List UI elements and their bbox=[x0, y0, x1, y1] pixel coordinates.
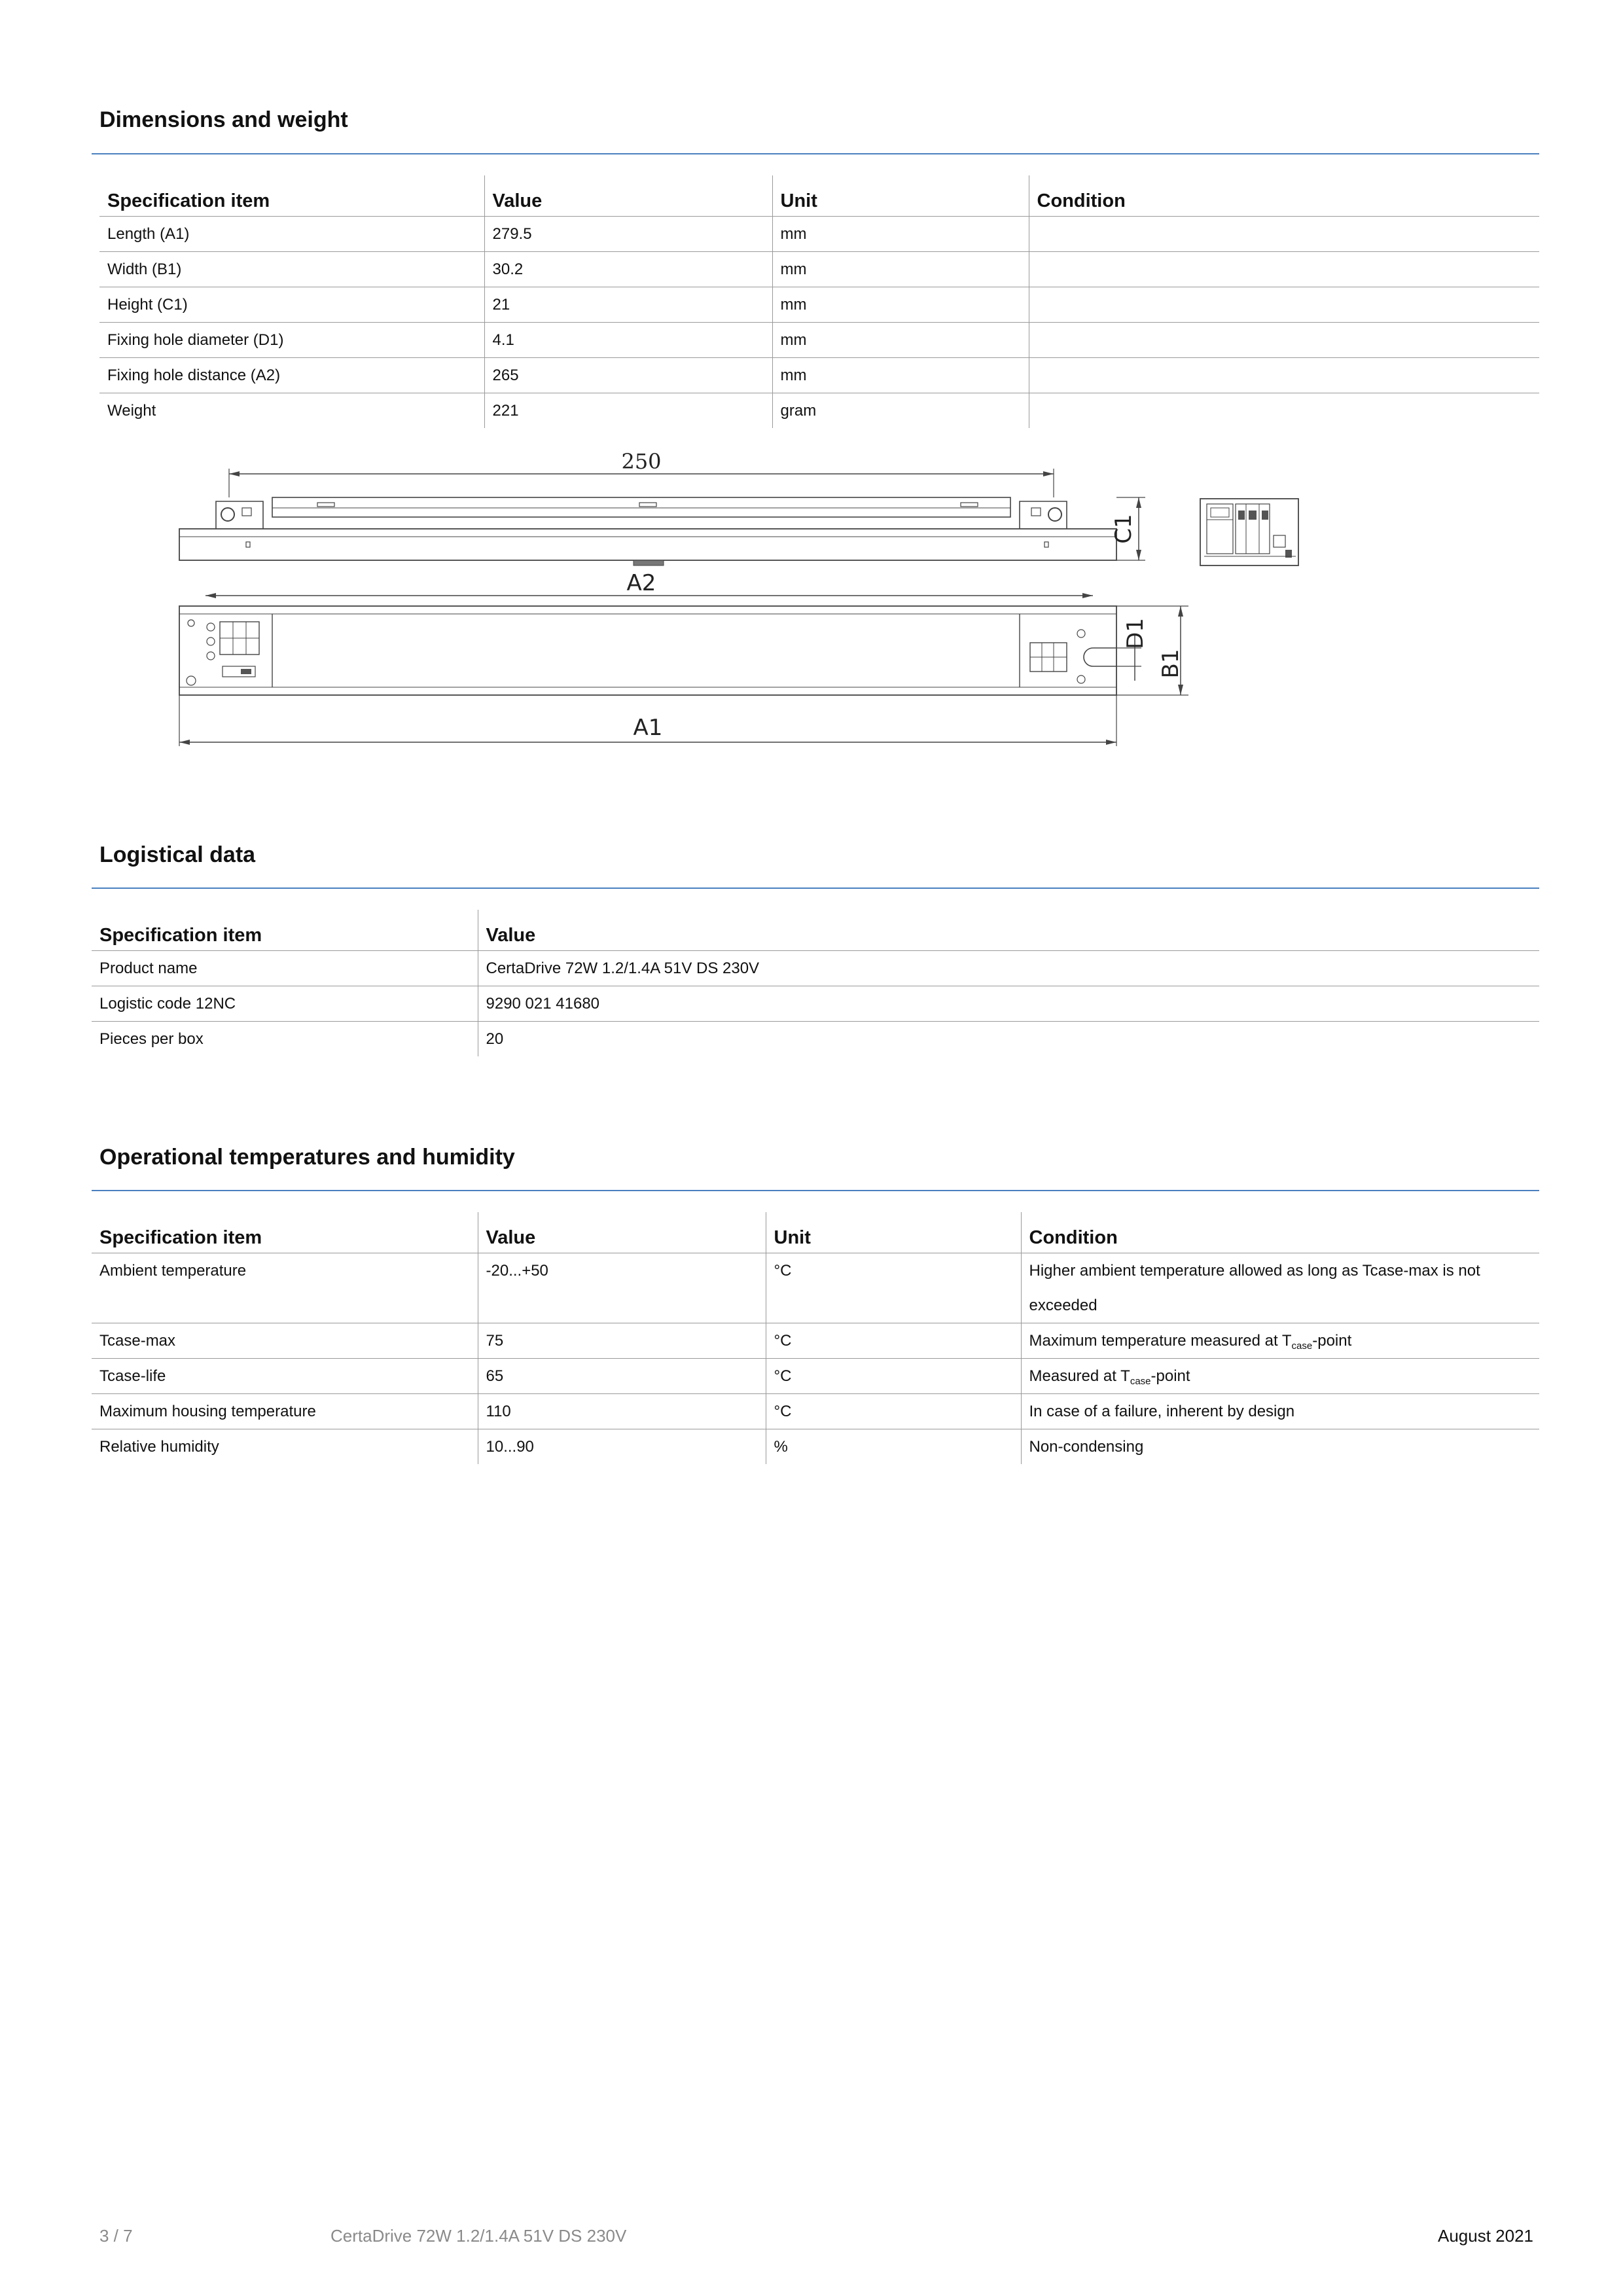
table-row bbox=[99, 287, 1539, 323]
spec-item: Maximum housing temperature bbox=[92, 1394, 478, 1429]
spec-value: 21 bbox=[484, 287, 772, 323]
table-row bbox=[99, 323, 1539, 358]
spec-item: Tcase-max bbox=[92, 1323, 478, 1359]
section-divider bbox=[92, 153, 1539, 154]
table-row bbox=[99, 358, 1539, 393]
spec-value: 20 bbox=[478, 1022, 1539, 1057]
spec-value: 221 bbox=[484, 393, 772, 429]
spec-unit: mm bbox=[772, 358, 1029, 393]
table-header-row bbox=[92, 1212, 1539, 1253]
table-row bbox=[99, 217, 1539, 252]
logistics-table bbox=[92, 910, 1539, 1056]
spec-unit: mm bbox=[772, 287, 1029, 323]
table-row bbox=[99, 252, 1539, 287]
page-number: 3 / 7 bbox=[99, 2226, 133, 2246]
spec-unit: °C bbox=[766, 1253, 1021, 1323]
column-header: Specification item bbox=[99, 175, 484, 217]
spec-unit: °C bbox=[766, 1359, 1021, 1394]
spec-condition bbox=[1021, 1323, 1539, 1359]
spec-value: 4.1 bbox=[484, 323, 772, 358]
spec-value: 30.2 bbox=[484, 252, 772, 287]
spec-value: 65 bbox=[478, 1359, 766, 1394]
side-view bbox=[179, 449, 1145, 565]
spec-condition bbox=[1021, 1359, 1539, 1394]
spec-unit: °C bbox=[766, 1323, 1021, 1359]
spec-value: 75 bbox=[478, 1323, 766, 1359]
section-title-temperatures: Operational temperatures and humidity bbox=[99, 1145, 515, 1170]
column-header: Value bbox=[478, 910, 1539, 951]
table-row bbox=[92, 1323, 1539, 1359]
spec-item: Ambient temperature bbox=[92, 1253, 478, 1323]
spec-item: Fixing hole diameter (D1) bbox=[99, 323, 484, 358]
table-header-row bbox=[99, 175, 1539, 217]
top-view bbox=[179, 570, 1188, 746]
spec-condition bbox=[1029, 252, 1539, 287]
footer-date: August 2021 bbox=[1437, 2226, 1533, 2246]
table-row bbox=[99, 393, 1539, 429]
dimension-label-c1: C1 bbox=[1111, 514, 1137, 544]
spec-condition bbox=[1029, 287, 1539, 323]
column-header: Value bbox=[484, 175, 772, 217]
condition-text: Maximum temperature measured at T bbox=[1029, 1332, 1292, 1350]
column-header: Unit bbox=[766, 1212, 1021, 1253]
spec-item: Logistic code 12NC bbox=[92, 986, 478, 1022]
spec-item: Length (A1) bbox=[99, 217, 484, 252]
condition-subscript: case bbox=[1291, 1340, 1313, 1352]
footer-product-name: CertaDrive 72W 1.2/1.4A 51V DS 230V bbox=[330, 2226, 627, 2246]
spec-unit: mm bbox=[772, 252, 1029, 287]
section-divider bbox=[92, 888, 1539, 889]
table-header-row bbox=[92, 910, 1539, 951]
spec-item: Height (C1) bbox=[99, 287, 484, 323]
dimension-label-b1: B1 bbox=[1158, 649, 1184, 679]
spec-condition: Non-condensing bbox=[1021, 1429, 1539, 1465]
spec-item: Product name bbox=[92, 951, 478, 986]
dimension-label-250: 250 bbox=[621, 449, 662, 474]
dimension-label-a2: A2 bbox=[626, 570, 656, 596]
column-header: Condition bbox=[1021, 1212, 1539, 1253]
section-title-dimensions: Dimensions and weight bbox=[99, 107, 348, 132]
spec-value: CertaDrive 72W 1.2/1.4A 51V DS 230V bbox=[478, 951, 1539, 986]
table-row bbox=[92, 1359, 1539, 1394]
spec-item: Pieces per box bbox=[99, 1030, 204, 1048]
column-header: Specification item bbox=[92, 1212, 478, 1253]
condition-text: -point bbox=[1312, 1332, 1352, 1350]
table-row bbox=[92, 1022, 1539, 1057]
spec-condition bbox=[1029, 323, 1539, 358]
spec-unit: mm bbox=[772, 217, 1029, 252]
spec-value: -20...+50 bbox=[478, 1253, 766, 1323]
spec-item: Fixing hole distance (A2) bbox=[99, 358, 484, 393]
spec-condition: In case of a failure, inherent by design bbox=[1021, 1394, 1539, 1429]
spec-condition bbox=[1029, 358, 1539, 393]
condition-text: -point bbox=[1150, 1367, 1190, 1385]
end-view bbox=[1200, 499, 1298, 565]
condition-subscript: case bbox=[1130, 1376, 1151, 1387]
column-header: Condition bbox=[1029, 175, 1539, 217]
spec-item: Tcase-life bbox=[92, 1359, 478, 1394]
spec-condition bbox=[1029, 393, 1539, 429]
table-row bbox=[92, 951, 1539, 986]
column-header: Value bbox=[478, 1212, 766, 1253]
spec-value: 110 bbox=[478, 1394, 766, 1429]
spec-value: 9290 021 41680 bbox=[478, 986, 1539, 1022]
section-divider bbox=[92, 1190, 1539, 1191]
table-row bbox=[92, 1253, 1539, 1323]
dimensions-table bbox=[99, 175, 1539, 428]
column-header: Unit bbox=[772, 175, 1029, 217]
spec-unit: gram bbox=[772, 393, 1029, 429]
spec-item: Relative humidity bbox=[99, 1438, 219, 1456]
spec-condition: Higher ambient temperature allowed as long as Tcase-max is not exceeded bbox=[1021, 1253, 1539, 1323]
section-title-logistics: Logistical data bbox=[99, 842, 256, 867]
table-row bbox=[92, 1429, 1539, 1465]
spec-value: 279.5 bbox=[484, 217, 772, 252]
spec-item: Weight bbox=[107, 402, 156, 420]
dimension-label-a1: A1 bbox=[633, 715, 663, 741]
spec-unit: mm bbox=[772, 323, 1029, 358]
spec-item: Width (B1) bbox=[99, 252, 484, 287]
dimension-label-d1: D1 bbox=[1122, 618, 1149, 649]
spec-unit: °C bbox=[766, 1394, 1021, 1429]
spec-unit: % bbox=[766, 1429, 1021, 1465]
column-header: Specification item bbox=[92, 910, 478, 951]
table-row bbox=[92, 986, 1539, 1022]
spec-value: 10...90 bbox=[478, 1429, 766, 1465]
temperatures-table bbox=[92, 1212, 1539, 1464]
condition-text: Measured at T bbox=[1029, 1367, 1130, 1385]
spec-value: 265 bbox=[484, 358, 772, 393]
spec-condition bbox=[1029, 217, 1539, 252]
table-row bbox=[92, 1394, 1539, 1429]
dimension-drawing bbox=[157, 445, 1322, 753]
